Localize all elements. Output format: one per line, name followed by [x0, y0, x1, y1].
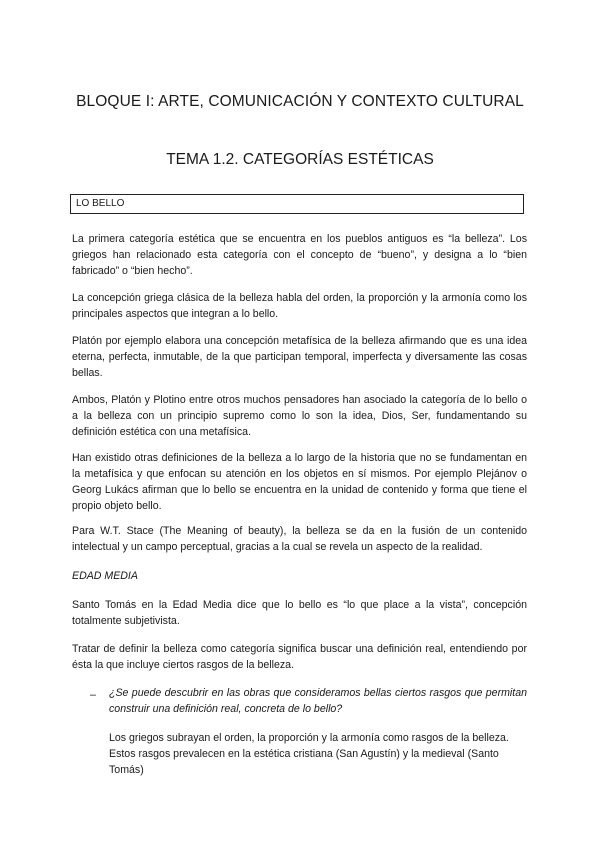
paragraph-2: La concepción griega clásica de la belleza habla del orden, la proporción y la armonía como los principales aspectos que integran a lo bello.: [72, 292, 527, 320]
list-answer: Los griegos subrayan el orden, la proporción y la armonía como rasgos de la belleza. Estos rasgos prevalecen en la estética cristiana (San Agustín) y la medieval (Santo Tomás): [109, 732, 509, 776]
tema-title: TEMA 1.2. CATEGORÍAS ESTÉTICAS: [166, 151, 434, 168]
paragraph-1: La primera categoría estética que se encuentra en los pueblos antiguos es “la belleza”. Los griegos han relacionado esta categoría con el concepto de “bueno”, y designa a lo “bien fabricado” o “bien hecho”.: [72, 233, 527, 277]
list-question: ¿Se puede descubrir en las obras que consideramos bellas ciertos rasgos que permitan construir una definición real, concreta de lo bello?: [109, 687, 527, 715]
paragraph-7: Santo Tomás en la Edad Media dice que lo bello es “lo que place a la vista”, concepción totalmente subjetivista.: [72, 599, 527, 627]
block-title: BLOQUE I: ARTE, COMUNICACIÓN Y CONTEXTO CULTURAL: [76, 93, 524, 110]
paragraph-6: Para W.T. Stace (The Meaning of beauty), la belleza se da en la fusión de un contenido intelectual y un campo perceptual, gracias a la cual se revela un aspecto de la realidad.: [72, 525, 527, 553]
list-bullet-dash: –: [90, 689, 96, 701]
paragraph-4: Ambos, Platón y Plotino entre otros muchos pensadores han asociado la categoría de lo bello o a la belleza con un principio supremo como lo son la idea, Dios, Ser, fundamentando su definición estética con una metafísica.: [72, 394, 527, 438]
paragraph-3: Platón por ejemplo elabora una concepción metafísica de la belleza afirmando que es una idea eterna, perfecta, inmutable, de la que participan temporal, imperfecta y diversamente las cosas bellas.: [72, 335, 527, 379]
subheading-edad-media: EDAD MEDIA: [72, 570, 138, 582]
paragraph-5: Han existido otras definiciones de la belleza a lo largo de la historia que no se fundamentan en la metafísica y que enfocan su atención en los objetos en sí mismos. Por ejemplo Plejánov o Georg Lukács afirman que lo bello se encuentra en la unidad de contenido y forma que tiene el propio objeto bello.: [72, 452, 527, 512]
paragraph-8: Tratar de definir la belleza como categoría significa buscar una definición real, entendiendo por ésta la que incluye ciertos rasgos de la belleza.: [72, 643, 527, 671]
section-heading-box: LO BELLO: [70, 194, 524, 214]
